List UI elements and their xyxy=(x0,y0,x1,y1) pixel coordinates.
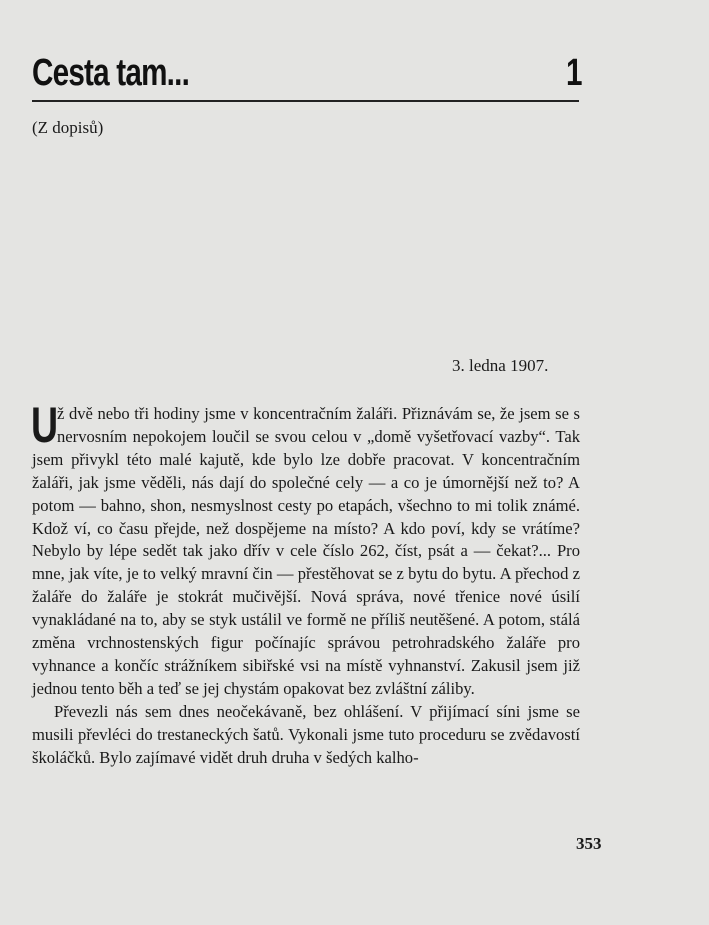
chapter-number: 1 xyxy=(566,52,583,94)
letter-date: 3. ledna 1907. xyxy=(452,356,549,375)
chapter-subtitle: (Z dopisů) xyxy=(32,118,104,137)
paragraph-1 xyxy=(31,397,580,701)
page-number: 353 xyxy=(576,834,602,853)
chapter-title: Cesta tam... xyxy=(32,52,190,94)
drop-cap: U xyxy=(31,397,59,453)
paragraph-2: Převezli nás sem dnes neočekávaně, bez ohlášení. V přijímací síni jsme se musili převléci do trestaneckých šatů. Vykonali jsme tuto proceduru se zvědavostí školáčků. Bylo zajímavé vidět druh druha v šedých kalho- xyxy=(32,701,580,767)
paragraph-1-text: ž dvě nebo tři hodiny jsme v koncentračním žaláři. Přiznávám se, že jsem se s nervosním nepokojem loučil se svou celou v „domě vyšetřovací vazby“. Tak jsem přivykl této malé kajutě, kde bylo lze dobře pracovat. V koncentračním žaláři, jak jsme věděli, nás dají do společné cely — a co je úmornější než to? A potom — bahno, shon, nesmyslnost cesty po etapách, všechno to mi tolik známé. Kdož ví, co času přejde, než dospějeme na místo? A kdo poví, kdy se vrátíme? Nebylo by lépe sedět tak jako dřív v cele číslo 262, číst, psát a — čekat?... Pro mne, jak víte, je to velký mravní čin — přestěhovat se z bytu do bytu. A přechod z žaláře do žaláře je stokrát mučivější. Nová správa, nové třenice nové úsilí vynakládané na to, aby se styk ustálil ve formě ne příliš neutěšené. A potom, stálá změna vrchnostenských figur počínajíc správou petrohradského žaláře pro vyhnance a končíc strážníkem sibiřské vsi na místě vyhnanství. Zakusil jsem již jednou tento běh a teď se jej chystám opakovat bez zvláštní záliby. xyxy=(32,404,580,698)
letter-body xyxy=(31,397,580,770)
title-rule xyxy=(32,100,579,102)
